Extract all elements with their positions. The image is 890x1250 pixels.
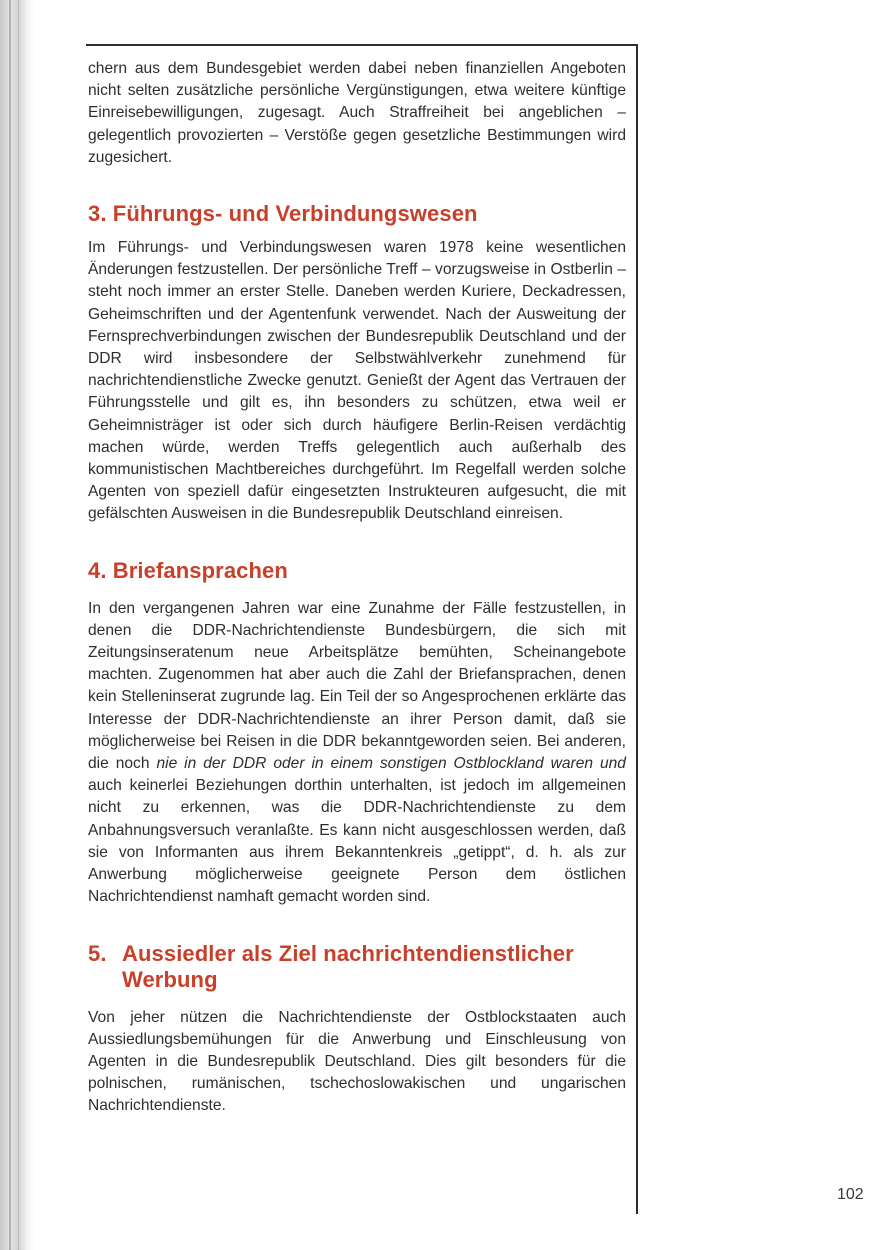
section-3-paragraph: Im Führungs- und Verbindungswesen waren 1978 keine wesentlichen Änderungen festzustellen. Der persönliche Treff – vorzugsweise in Ostberlin – steht noch immer an erster Stelle. Daneben werden Kuriere, Deckadressen, Geheimschriften und der Agentenfunk verwendet. Nach der Ausweitung der Fernsprechverbindungen zwischen der Bundesrepublik Deutschland und der DDR wird insbesondere der Selbstwählverkehr zunehmend für nachrichtendienstliche Zwecke genutzt. Genießt der Agent das Vertrauen der Führungsstelle und gilt es, ihn besonders zu schützen, etwa weil er Geheimnisträger ist oder sich durch häufigere Berlin-Reisen verdächtig machen würde, werden Treffs gelegentlich auch außerhalb des kommunistischen Machtbereiches durchgeführt. Im Regelfall werden solche Agenten von speziell dafür eingesetzten Instrukteuren aufgesucht, die mit gefälschten Ausweisen in die Bundesrepublik Deutschland einreisen. [88, 239, 626, 523]
section-4-paragraph [88, 598, 626, 909]
intro-paragraph: chern aus dem Bundesgebiet werden dabei neben finanziellen Angeboten nicht selten zusätzliche persönliche Vergünstigungen, etwa weitere künftige Einreisebewilligungen, zugesagt. Auch Straffreiheit bei angeblichen – gelegentlich provozierten – Verstöße gegen gesetzliche Bestimmungen wird zugesichert. [88, 60, 626, 166]
binding-line [18, 0, 19, 1250]
section-5-paragraph: Von jeher nützen die Nachrichtendienste der Ostblockstaaten auch Aussiedlungsbemühungen für die Anwerbung und Einschleusung von Agenten in die Bundesrepublik Deutschland. Dies gilt besonders für die polnischen, rumänischen, tschechoslowakischen und ungarischen Nachrichtendienste. [88, 1008, 626, 1115]
section-4-heading [88, 558, 626, 584]
section-5-heading [88, 941, 626, 993]
section-3-number: 3. [88, 201, 107, 227]
section-5-number: 5. [88, 940, 107, 966]
page-content [88, 58, 626, 1118]
section-3-title: Führungs- und Verbindungswesen [112, 201, 478, 227]
section-4-text-italic: nie in der DDR oder in einem sonstigen Ostblockland waren und [156, 755, 626, 773]
margin-rule [636, 44, 638, 1214]
section-3-heading [88, 201, 626, 227]
top-rule [86, 44, 638, 46]
page-number: 102 [837, 1186, 864, 1203]
section-4-title: Briefansprachen [112, 557, 288, 583]
book-binding-shadow [0, 0, 34, 1250]
section-4-number: 4. [88, 557, 107, 583]
section-4-text-b: auch keinerlei Beziehungen dorthin unterhalten, ist jedoch im allgemeinen nicht zu erkennen, was die DDR-Nachrichtendienste zu dem Anbahnungsversuch veranlaßte. Es kann nicht ausgeschlossen werden, daß sie von Informanten aus ihrem Bekanntenkreis „getippt“, d. h. als zur Anwerbung möglicherweise geeignete Person dem östlichen Nachrichtendienst namhaft gemacht worden sind. [88, 777, 626, 906]
binding-line [9, 0, 11, 1250]
section-4-text-a: In den vergangenen Jahren war eine Zunahme der Fälle festzustellen, in denen die DDR-Nachrichtendienste Bundesbürgern, die sich mit Zeitungsinseratenum neue Arbeitsplätze bemühten, Scheinangebote machten. Zugenommen hat aber auch die Zahl der Briefansprachen, denen kein Stelleninserat zugrunde lag. Ein Teil der so Angesprochenen erklärte das Interesse der DDR-Nachrichtendienste an ihrer Person damit, daß sie möglicherweise bei Reisen in die DDR bekanntgeworden seien. Bei anderen, die noch [88, 599, 626, 773]
section-5-title: Aussiedler als Ziel nachrichtendienstlicher Werbung [122, 940, 574, 992]
